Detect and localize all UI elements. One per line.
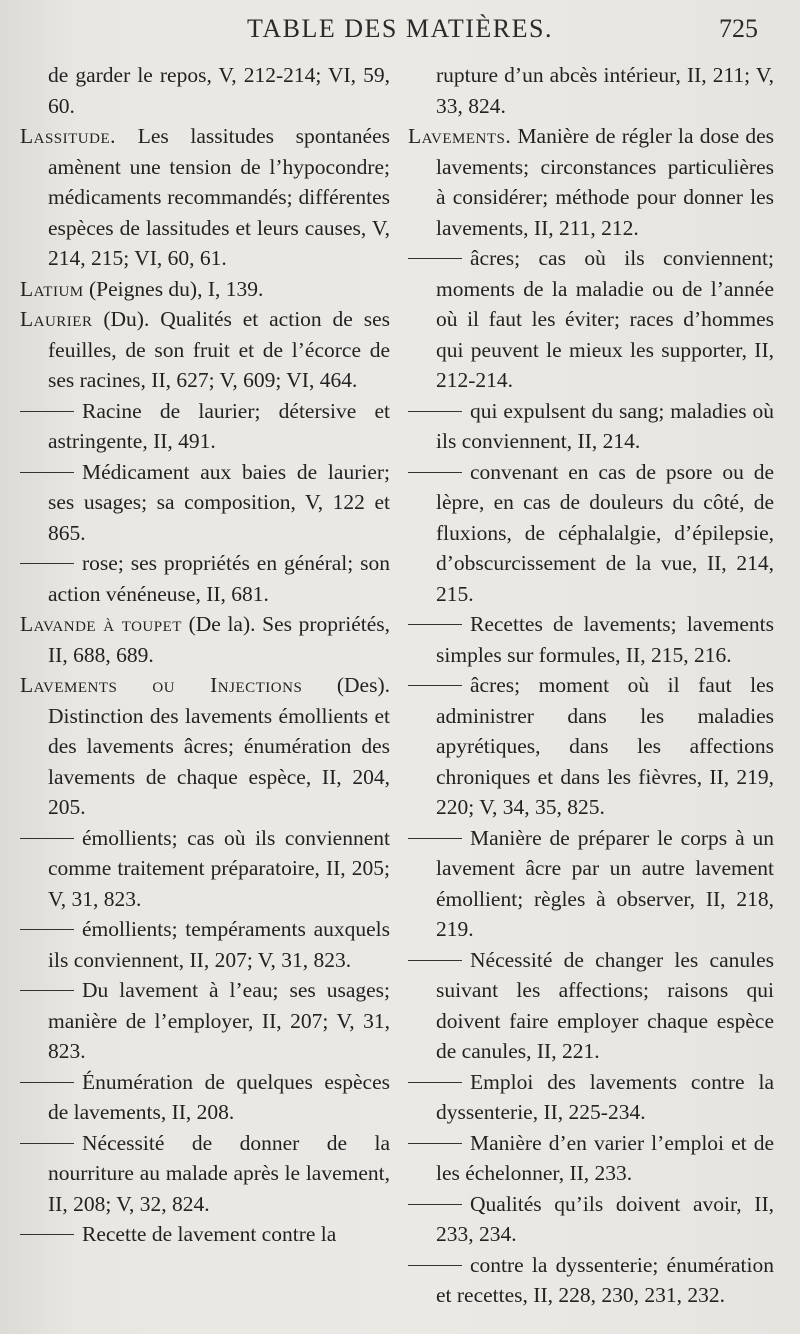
index-subentry: [408, 457, 774, 610]
entry-text: Les lassitudes spontanées amènent une tension de l’hypocondre; médicaments recommandés; différentes espèces de lassitudes et leurs causes, V, 214, 215; VI, 60, 61.: [48, 124, 390, 270]
index-subentry: [408, 1128, 774, 1189]
ditto-dash: [20, 563, 74, 564]
index-subentry: [20, 914, 390, 975]
entry-text: (Peignes du), I, 139.: [89, 276, 264, 301]
index-subentry: [408, 609, 774, 670]
ditto-dash: [408, 1204, 462, 1205]
page-number: 725: [719, 14, 758, 43]
entry-text: Manière de préparer le corps à un lavement âcre par un autre lavement émollient; règles à observer, II, 218, 219.: [436, 825, 774, 941]
ditto-dash: [408, 1082, 462, 1083]
entry-heading: Laurier: [20, 307, 93, 331]
entry-text: âcres; cas où ils conviennent; moments de la maladie ou de l’année où il faut les éviter; races d’hommes qui peuvent le mieux les supporter, II, 212-214.: [436, 246, 774, 392]
index-subentry: [408, 1250, 774, 1311]
entry-text: (Du). Qualités et action de ses feuilles, de son fruit et de l’écorce de ses racines, II, 627; V, 609; VI, 464.: [48, 307, 390, 392]
entry-text: Énumération de quelques espèces de lavements, II, 208.: [48, 1069, 390, 1124]
index-entry: [20, 609, 390, 670]
index-subentry: [20, 975, 390, 1067]
entry-text: Manière d’en varier l’emploi et de les échelonner, II, 233.: [436, 1130, 774, 1185]
index-subentry: [20, 1128, 390, 1220]
index-continuation: [408, 60, 774, 121]
index-subentry: [408, 1189, 774, 1250]
entry-text: âcres; moment où il faut les administrer dans les maladies apyrétiques, dans les affections chroniques et dans les fièvres, II, 219, 220; V, 34, 35, 825.: [436, 673, 774, 819]
index-entry: [408, 121, 774, 243]
entry-text: émollients; tempéraments auxquels ils conviennent, II, 207; V, 31, 823.: [48, 917, 390, 972]
index-entry: [20, 304, 390, 396]
ditto-dash: [408, 1265, 462, 1266]
ditto-dash: [408, 411, 462, 412]
index-subentry: [408, 243, 774, 396]
index-subentry: [20, 548, 390, 609]
entry-text: Médicament aux baies de laurier; ses usages; sa composition, V, 122 et 865.: [48, 459, 390, 545]
index-subentry: [408, 823, 774, 945]
ditto-dash: [408, 624, 462, 625]
entry-text: Recette de lavement contre la: [82, 1222, 337, 1246]
ditto-dash: [408, 1143, 462, 1144]
entry-heading: Lavements.: [408, 124, 512, 148]
index-subentry: [408, 1067, 774, 1128]
entry-heading: Lavements ou Injections: [20, 673, 303, 697]
entry-text: Nécessité de changer les canules suivant les affections; raisons qui doivent faire employer chaque espèce de canules, II, 221.: [436, 947, 774, 1063]
index-subentry: [20, 396, 390, 457]
entry-text: Du lavement à l’eau; ses usages; manière de l’employer, II, 207; V, 31, 823.: [48, 978, 390, 1063]
entry-text: de garder le repos, V, 212-214; VI, 59, 60.: [48, 63, 390, 118]
ditto-dash: [408, 258, 462, 259]
page-title: TABLE DES MATIÈRES.: [247, 14, 553, 43]
ditto-dash: [20, 990, 74, 991]
entry-text: émollients; cas où ils conviennent comme traitement préparatoire, II, 205; V, 31, 823.: [48, 825, 390, 911]
page-header: [0, 14, 800, 54]
entry-text: Emploi des lavements contre la dyssenterie, II, 225-234.: [436, 1069, 774, 1124]
entry-text: rupture d’un abcès intérieur, II, 211; V, 33, 824.: [436, 63, 774, 118]
left-column: [20, 60, 390, 1250]
index-continuation: [20, 60, 390, 121]
ditto-dash: [408, 960, 462, 961]
ditto-dash: [408, 472, 462, 473]
entry-text: Recettes de lavements; lavements simples sur formules, II, 215, 216.: [436, 612, 774, 667]
index-subentry: [408, 945, 774, 1067]
entry-text: (De la). Ses propriétés, II, 688, 689.: [48, 612, 390, 667]
entry-text: Racine de laurier; détersive et astringente, II, 491.: [48, 398, 390, 453]
entry-text: contre la dyssenterie; énumération et recettes, II, 228, 230, 231, 232.: [436, 1252, 774, 1307]
entry-heading: Lassitude.: [20, 124, 117, 148]
entry-heading: Latium: [20, 276, 84, 301]
ditto-dash: [20, 1234, 74, 1235]
entry-text: rose; ses propriétés en général; son action vénéneuse, II, 681.: [48, 551, 390, 606]
entry-text: Nécessité de donner de la nourriture au malade après le lavement, II, 208; V, 32, 824.: [48, 1130, 390, 1216]
entry-text: qui expulsent du sang; maladies où ils conviennent, II, 214.: [436, 398, 774, 453]
index-subentry: [20, 1067, 390, 1128]
right-column: [408, 60, 774, 1311]
index-entry: [20, 670, 390, 823]
ditto-dash: [408, 685, 462, 686]
entry-text: Qualités qu’ils doivent avoir, II, 233, 234.: [436, 1191, 774, 1246]
ditto-dash: [20, 1143, 74, 1144]
index-subentry: [20, 457, 390, 549]
ditto-dash: [20, 838, 74, 839]
index-subentry: [20, 1219, 390, 1250]
index-entry: [20, 274, 390, 305]
index-subentry: [408, 670, 774, 823]
index-subentry: [408, 396, 774, 457]
index-subentry: [20, 823, 390, 915]
ditto-dash: [20, 929, 74, 930]
entry-text: Manière de régler la dose des lavements; circonstances particulières à considérer; méthode pour donner les lavements, II, 211, 212.: [436, 124, 774, 240]
entry-text: (Des). Distinction des lavements émollients et des lavements âcres; énumération des lavements de chaque espèce, II, 204, 205.: [48, 673, 390, 819]
entry-text: convenant en cas de psore ou de lèpre, en cas de douleurs du côté, de fluxions, de céphalalgie, d’épilepsie, d’obscurcissement de la vue, II, 214, 215.: [436, 459, 774, 606]
entry-heading: Lavande à toupet: [20, 612, 182, 636]
index-entry: [20, 121, 390, 274]
ditto-dash: [20, 472, 74, 473]
ditto-dash: [20, 1082, 74, 1083]
ditto-dash: [408, 838, 462, 839]
ditto-dash: [20, 411, 74, 412]
